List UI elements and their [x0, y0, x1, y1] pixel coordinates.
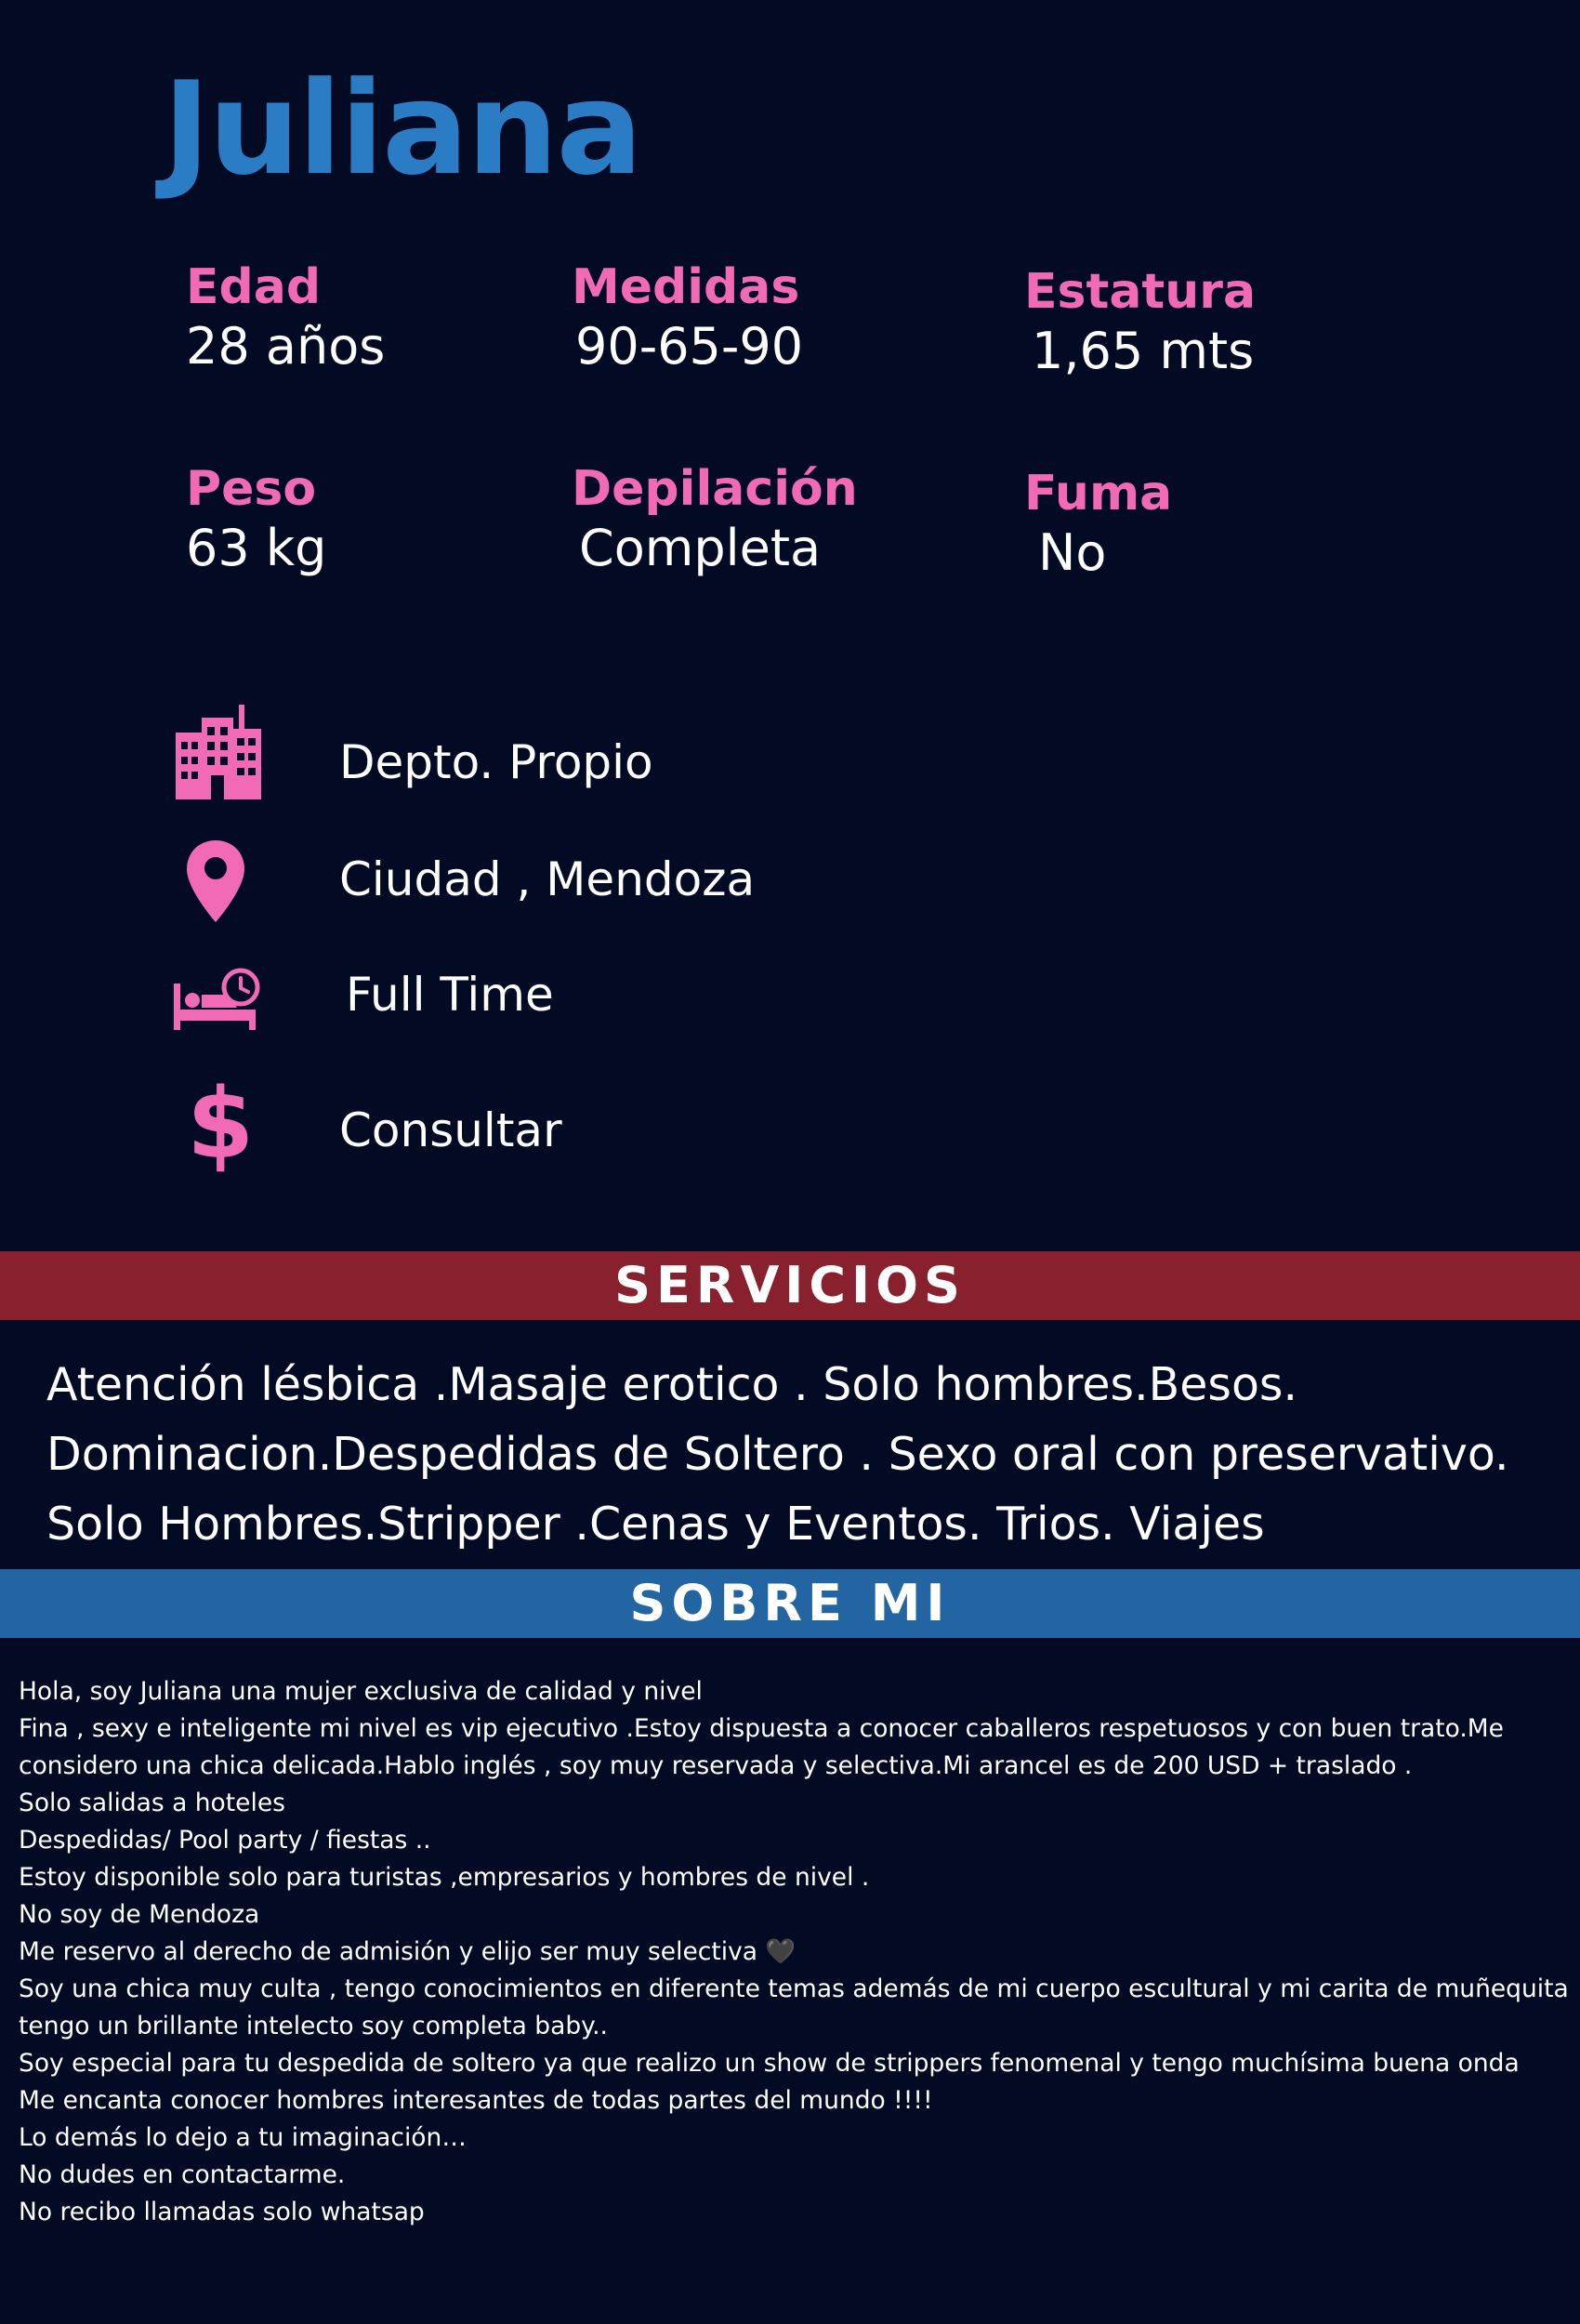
info-row-place	[172, 705, 1008, 807]
stat-value: 1,65 mts	[1032, 322, 1255, 380]
stat-height	[1024, 263, 1256, 382]
stat-label: Fuma	[1024, 466, 1173, 522]
info-schedule-text: Full Time	[346, 968, 554, 1022]
about-paragraph: Me encanta conocer hombres interesantes de todas partes del mundo !!!!	[19, 2086, 933, 2115]
about-paragraph: Lo demás lo dejo a tu imaginación…	[19, 2123, 467, 2152]
services-line: Dominacion.Despedidas de Soltero . Sexo oral con preservativo.	[46, 1428, 1509, 1481]
about-paragraph: No soy de Mendoza	[19, 1900, 260, 1929]
stat-value: 63 kg	[186, 519, 327, 577]
info-row-price	[172, 1067, 1008, 1181]
about-paragraph: Me reservo al derecho de admisión y elijo ser muy selectiva 🖤	[19, 1937, 797, 1966]
about-paragraph: Despedidas/ Pool party / fiestas ..	[19, 1826, 431, 1855]
info-row-location	[172, 838, 1008, 941]
stat-depilation	[572, 460, 858, 579]
about-paragraph: Hola, soy Juliana una mujer exclusiva de calidad y nivel	[19, 1677, 703, 1706]
stat-smokes	[1024, 465, 1172, 584]
info-price-text: Consultar	[339, 1103, 562, 1157]
about-paragraph: No recibo llamadas solo whatsap	[19, 2198, 425, 2226]
about-heading: SOBRE MI	[0, 1569, 1580, 1638]
stat-label: Estatura	[1024, 264, 1257, 320]
bed-clock-icon	[172, 967, 274, 1069]
stat-label: Medidas	[572, 259, 800, 315]
stat-value: Completa	[579, 519, 822, 577]
about-paragraph: Estoy disponible solo para turistas ,empresarios y hombres de nivel .	[19, 1863, 870, 1892]
stat-age	[186, 258, 385, 377]
services-line: Atención lésbica .Masaje erotico . Solo hombres.Besos.	[46, 1358, 1298, 1411]
about-paragraph: Soy una chica muy culta , tengo conocimientos en diferente temas además de mi cuerpo escultural y mi carita de muñequita tengo un brillante intelecto soy completa baby..	[19, 1974, 1569, 2040]
stat-label: Edad	[186, 259, 322, 315]
profile-name: Juliana	[163, 54, 641, 204]
dollar-icon	[185, 1067, 287, 1181]
info-location-text: Ciudad , Mendoza	[339, 852, 756, 906]
svg-text:$: $	[187, 1067, 255, 1181]
about-paragraph: No dudes en contactarme.	[19, 2160, 346, 2189]
stat-measurements	[572, 258, 803, 377]
location-pin-icon	[185, 838, 287, 941]
services-heading: SERVICIOS	[0, 1251, 1580, 1320]
stat-value: 90-65-90	[575, 317, 804, 376]
about-paragraph: Solo salidas a hoteles	[19, 1789, 285, 1817]
info-row-schedule	[172, 967, 1008, 1069]
stat-value: No	[1038, 523, 1107, 582]
about-paragraph: Fina , sexy e inteligente mi nivel es vip ejecutivo .Estoy dispuesta a conocer caballeros respetuosos y con buen trato.Me considero una chica delicada.Hablo inglés , soy muy reservada y selectiva.Mi arancel es de 200 USD + traslado .	[19, 1714, 1504, 1780]
services-line: Solo Hombres.Stripper .Cenas y Eventos. Trios. Viajes	[46, 1498, 1265, 1551]
about-text	[19, 1673, 1571, 2231]
info-place-text: Depto. Propio	[339, 735, 653, 789]
stat-label: Peso	[186, 461, 317, 517]
stat-value: 28 años	[186, 317, 386, 376]
services-list	[46, 1350, 1561, 1559]
about-paragraph: Soy especial para tu despedida de soltero ya que realizo un show de strippers fenomenal y tengo muchísima buena onda	[19, 2049, 1520, 2078]
building-icon	[172, 705, 274, 807]
stat-label: Depilación	[572, 461, 858, 517]
stat-weight	[186, 460, 326, 579]
